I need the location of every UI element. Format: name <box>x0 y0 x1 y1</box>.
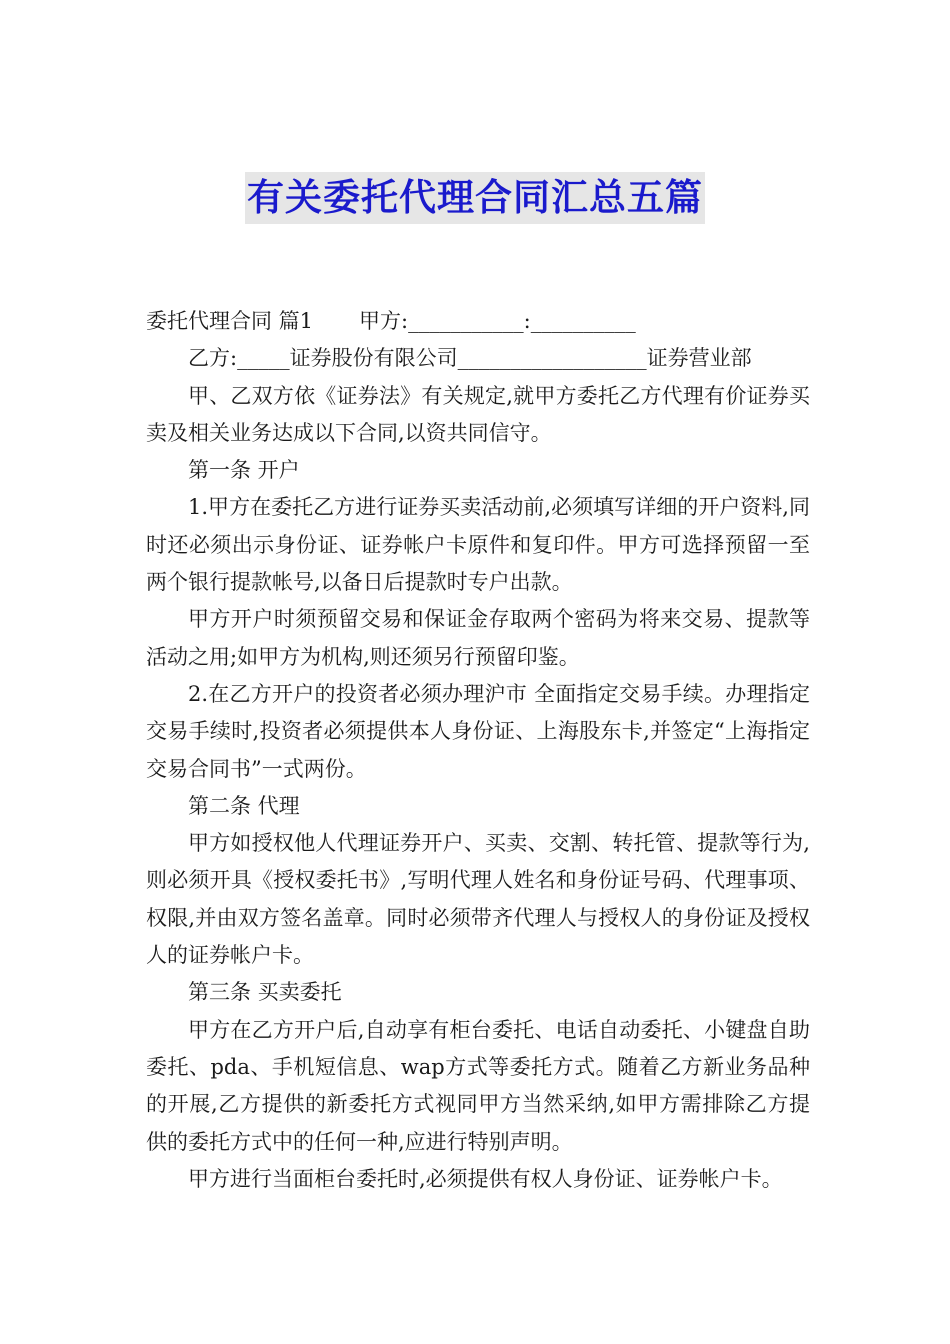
article-1-heading: 第一条 开户 <box>188 458 300 483</box>
paragraph-article-3: 甲方在乙方开户后,自动享有柜台委托、电话自动委托、小键盘自助委托、pda、手机短信息、wap方式等委托方式。随着乙方新业务品种的开展,乙方提供的新委托方式视同甲方当然采纳,如甲方需排除乙方提供的委托方式中的任何一种,应进行特别声明。 <box>146 1017 810 1154</box>
paragraph-article-1-item-2: 2.在乙方开户的投资者必须办理沪市 全面指定交易手续。办理指定交易手续时,投资者必须提供本人身份证、上海股东卡,并签定“上海指定交易合同书”一式两份。 <box>146 681 810 781</box>
title-container <box>0 172 950 224</box>
paragraph-article-2: 甲方如授权他人代理证券开户、买卖、交割、转托管、提款等行为,则必须开具《授权委托书》,写明代理人姓名和身份证号码、代理事项、权限,并由双方签名盖章。同时必须带齐代理人与授权人的身份证及授权人的证券帐户卡。 <box>146 831 810 968</box>
contract-number: 委托代理合同 篇1 <box>146 309 314 333</box>
party-b-line: 乙方:_____证券股份有限公司__________________证券营业部 <box>188 346 752 371</box>
article-2-heading: 第二条 代理 <box>188 793 300 818</box>
paragraph-article-3-counter: 甲方进行当面柜台委托时,必须提供有权人身份证、证券帐户卡。 <box>188 1166 783 1191</box>
document-title: 有关委托代理合同汇总五篇 <box>245 172 705 224</box>
paragraph-preamble: 甲、乙双方依《证券法》有关规定,就甲方委托乙方代理有价证券买卖及相关业务达成以下合同,以资共同信守。 <box>146 383 810 445</box>
article-3-heading: 第三条 买卖委托 <box>188 980 342 1005</box>
party-a-line: 甲方:___________:__________ <box>359 309 636 333</box>
document-body <box>146 303 810 1198</box>
paragraph-article-1-item-1: 1.甲方在委托乙方进行证券买卖活动前,必须填写详细的开户资料,同时还必须出示身份证、证券帐户卡原件和复印件。甲方可选择预留一至两个银行提款帐号,以备日后提款时专户出款。 <box>146 495 810 595</box>
contract-heading-line <box>146 303 810 340</box>
paragraph-article-1-password: 甲方开户时须预留交易和保证金存取两个密码为将来交易、提款等活动之用;如甲方为机构,则还须另行预留印鉴。 <box>146 607 810 669</box>
